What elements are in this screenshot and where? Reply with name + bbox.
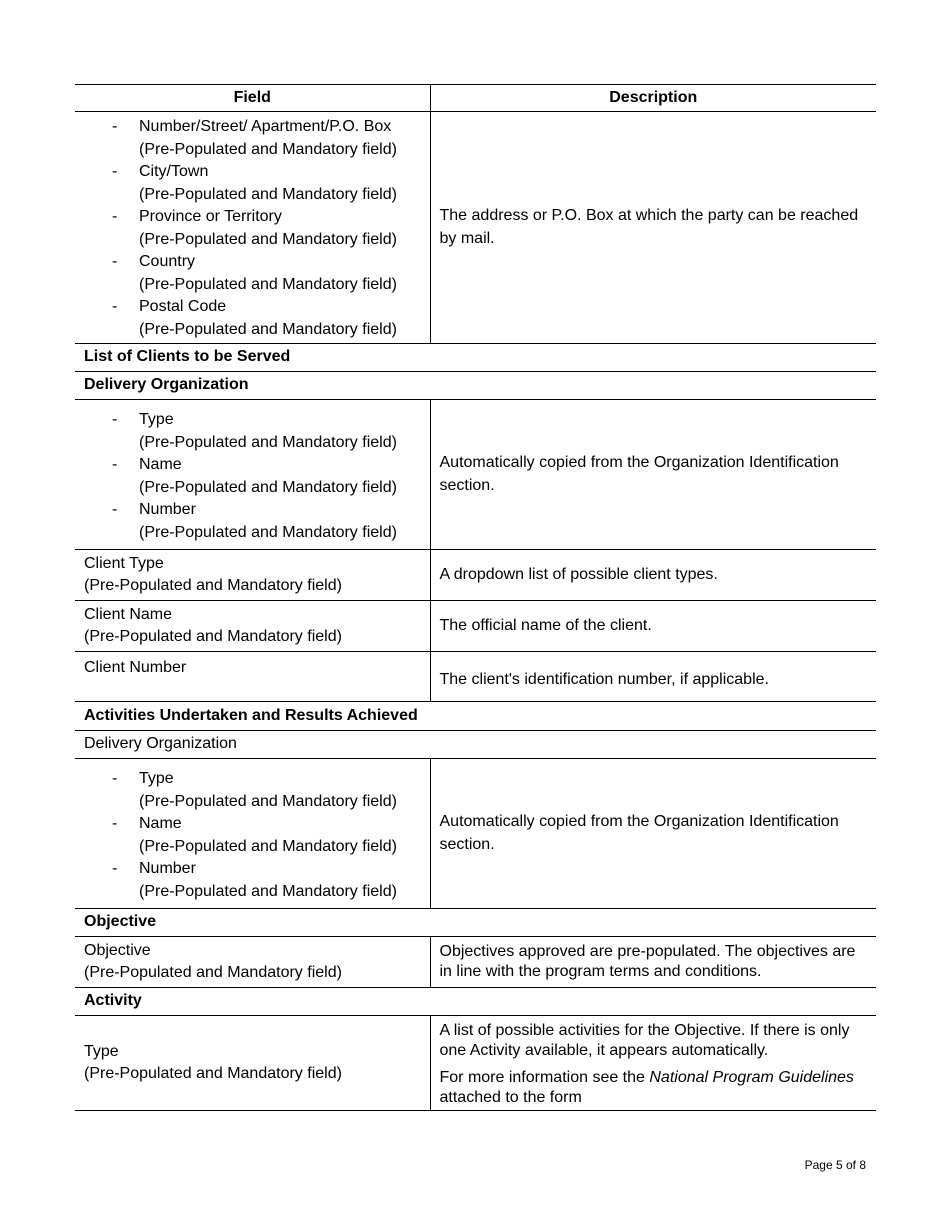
field-note: (Pre-Populated and Mandatory field) <box>84 1065 342 1082</box>
dash-bullet: - <box>112 163 118 180</box>
field-label: Client Name <box>84 605 173 623</box>
field-label: Type <box>139 770 174 787</box>
section-row-delivery-organization <box>75 372 876 400</box>
list-item <box>112 813 421 858</box>
field-label: City/Town <box>139 163 209 180</box>
section-heading: List of Clients to be Served <box>75 344 876 372</box>
field-note: (Pre-Populated and Mandatory field) <box>139 320 397 338</box>
table-row-client-number <box>75 652 876 702</box>
delivery-org-field-list <box>84 400 421 549</box>
list-item <box>112 858 421 903</box>
field-label: Postal Code <box>139 298 227 315</box>
section-heading: Delivery Organization <box>75 372 876 400</box>
field-note: (Pre-Populated and Mandatory field) <box>139 433 397 451</box>
field-label: Number/Street/ Apartment/P.O. Box <box>139 118 392 135</box>
field-note: (Pre-Populated and Mandatory field) <box>139 140 397 158</box>
address-field-cell <box>75 112 430 344</box>
list-item <box>112 251 421 296</box>
more-info-prefix: For more information see the <box>439 1069 650 1086</box>
dash-bullet: - <box>112 456 118 473</box>
dash-bullet: - <box>112 815 118 832</box>
delivery-org-2-field-cell <box>75 759 430 909</box>
field-label: Number <box>139 501 196 518</box>
list-item <box>112 296 421 341</box>
page-number: Page 5 of 8 <box>804 1158 866 1172</box>
table-row-delivery-organization-2 <box>75 759 876 909</box>
client-number-description-cell: The client's identification number, if applicable. <box>430 652 876 702</box>
dash-bullet: - <box>112 253 118 270</box>
list-item <box>112 206 421 251</box>
field-column-header: Field <box>75 85 430 112</box>
field-note: (Pre-Populated and Mandatory field) <box>139 837 397 855</box>
client-name-description-cell: The official name of the client. <box>430 601 876 652</box>
field-label: Number <box>139 860 196 877</box>
delivery-org-description-cell: Automatically copied from the Organization Identification section. <box>430 400 876 550</box>
field-note: (Pre-Populated and Mandatory field) <box>139 882 397 900</box>
field-label: Name <box>139 815 182 832</box>
field-label: Type <box>139 411 174 428</box>
guidelines-reference: National Program Guidelines <box>649 1069 854 1086</box>
dash-bullet: - <box>112 411 118 428</box>
activity-description-paragraph: A list of possible activities for the Objective. If there is only one Activity available, it appears automatically. <box>439 1022 850 1059</box>
client-number-field-cell: Client Number <box>75 652 430 702</box>
field-label: Objective <box>84 941 151 959</box>
table-header-row <box>75 85 876 112</box>
list-item <box>112 161 421 206</box>
dash-bullet: - <box>112 118 118 135</box>
activity-type-description-cell <box>430 1016 876 1111</box>
field-label: Type <box>84 1042 119 1060</box>
address-field-list <box>84 112 421 343</box>
section-heading: Activity <box>75 988 876 1016</box>
section-heading: Activities Undertaken and Results Achieved <box>75 702 876 731</box>
field-label: Client Type <box>84 554 164 572</box>
field-note: (Pre-Populated and Mandatory field) <box>139 230 397 248</box>
field-note: (Pre-Populated and Mandatory field) <box>84 628 342 645</box>
field-note: (Pre-Populated and Mandatory field) <box>84 577 342 594</box>
table-row-delivery-organization <box>75 400 876 550</box>
field-note: (Pre-Populated and Mandatory field) <box>84 964 342 981</box>
field-label: Province or Territory <box>139 208 282 225</box>
client-name-field-cell <box>75 601 430 652</box>
delivery-org-field-cell <box>75 400 430 550</box>
dash-bullet: - <box>112 298 118 315</box>
address-description-cell: The address or P.O. Box at which the party can be reached by mail. <box>430 112 876 344</box>
dash-bullet: - <box>112 860 118 877</box>
delivery-org-2-field-list <box>84 759 421 908</box>
field-note: (Pre-Populated and Mandatory field) <box>139 185 397 203</box>
table-row-client-type <box>75 550 876 601</box>
section-subheading: Delivery Organization <box>75 731 876 759</box>
list-item <box>112 768 421 813</box>
section-row-objective <box>75 909 876 937</box>
objective-description-cell: Objectives approved are pre-populated. The objectives are in line with the program terms and conditions. <box>430 937 876 988</box>
field-description-table <box>75 84 876 1111</box>
dash-bullet: - <box>112 208 118 225</box>
table-row-client-name <box>75 601 876 652</box>
list-item <box>112 499 421 544</box>
field-note: (Pre-Populated and Mandatory field) <box>139 523 397 541</box>
table-row-activity-type <box>75 1016 876 1111</box>
delivery-org-2-description-cell: Automatically copied from the Organization Identification section. <box>430 759 876 909</box>
field-label: Country <box>139 253 196 270</box>
description-column-header: Description <box>430 85 876 112</box>
table-row-objective <box>75 937 876 988</box>
section-row-clients <box>75 344 876 372</box>
list-item <box>112 116 421 161</box>
objective-field-cell <box>75 937 430 988</box>
activity-more-info-paragraph <box>440 1068 868 1108</box>
table-row-address <box>75 112 876 344</box>
dash-bullet: - <box>112 501 118 518</box>
field-note: (Pre-Populated and Mandatory field) <box>139 792 397 810</box>
activity-type-field-cell <box>75 1016 430 1111</box>
section-heading: Objective <box>75 909 876 937</box>
more-info-suffix: attached to the form <box>439 1089 582 1106</box>
client-type-field-cell <box>75 550 430 601</box>
section-row-activities <box>75 702 876 731</box>
field-note: (Pre-Populated and Mandatory field) <box>139 478 397 496</box>
section-row-activity <box>75 988 876 1016</box>
field-note: (Pre-Populated and Mandatory field) <box>139 275 397 293</box>
section-row-delivery-organization-2 <box>75 731 876 759</box>
dash-bullet: - <box>112 770 118 787</box>
list-item <box>112 409 421 454</box>
list-item <box>112 454 421 499</box>
client-type-description-cell: A dropdown list of possible client types. <box>430 550 876 601</box>
field-label: Name <box>139 456 182 473</box>
